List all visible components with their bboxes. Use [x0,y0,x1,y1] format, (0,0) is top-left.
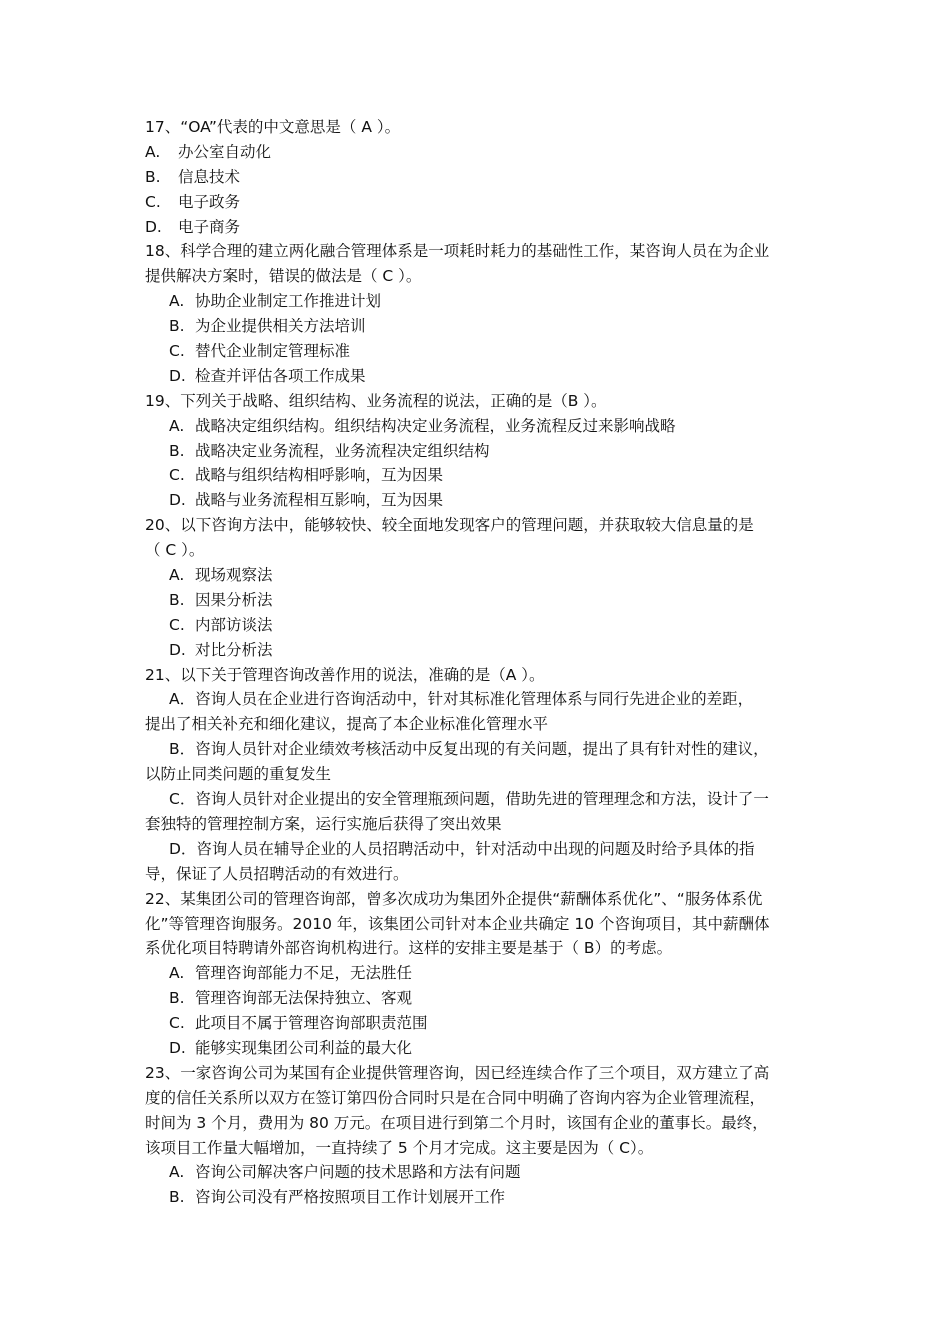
option-letter: B. [145,167,161,186]
question-stem: 19、下列关于战略、组织结构、业务流程的说法，正确的是（B ）。 [145,391,607,410]
option-letter: C. [169,615,185,634]
question-stem: 20、以下咨询方法中，能够较快、较全面地发现客户的管理问题，并获取较大信息量的是 [145,516,754,535]
option-text: 替代企业制定管理标准 [195,342,351,361]
question-stem: （ C ）。 [145,541,205,560]
option-text: 内部访谈法 [195,615,273,634]
option-text: 战略决定业务流程，业务流程决定组织结构 [195,441,490,460]
option-letter: D. [169,640,186,659]
option-d [145,1036,808,1061]
option-letter: C. [169,342,185,361]
question-stem: 该项目工作量大幅增加，一直持续了 5 个月才完成。这主要是因为（ C）。 [145,1138,654,1157]
option-text: 此项目不属于管理咨询部职责范围 [195,1014,428,1033]
option-b [145,588,808,613]
question-stem: 时间为 3 个月，费用为 80 万元。在项目进行到第二个月时，该国有企业的董事长。最终， [145,1113,768,1132]
option-letter: B. [169,317,185,336]
option-c [145,787,808,837]
option-line: B．咨询人员针对企业绩效考核活动中反复出现的有关问题，提出了具有针对性的建议， [169,740,769,759]
option-c [145,1011,808,1036]
option-b [145,986,808,1011]
option-line: 导，保证了人员招聘活动的有效进行。 [145,864,409,883]
question-stem: 22、某集团公司的管理咨询部，曾多次成功为集团外企提供“薪酬体系优化”、“服务体系优 [145,889,763,908]
option-text: 检查并评估各项工作成果 [195,366,366,385]
option-a [145,1160,808,1185]
option-text: 因果分析法 [195,590,273,609]
option-a [145,687,808,737]
option-b [145,439,808,464]
question-list [145,115,808,1210]
option-text: 为企业提供相关方法培训 [195,317,366,336]
question-stem: 提供解决方案时，错误的做法是（ C ）。 [145,267,422,286]
option-letter: A. [169,292,185,311]
option-c [145,190,808,215]
option-d [145,364,808,389]
question-17 [145,115,808,239]
option-c [145,613,808,638]
option-d [145,488,808,513]
option-letter: B. [169,989,185,1008]
option-b [145,1185,808,1210]
option-text: 战略与组织结构相呼影响，互为因果 [195,466,444,485]
question-18 [145,239,808,388]
option-a [145,140,808,165]
option-letter: C. [169,466,185,485]
question-stem: 17、“OA”代表的中文意思是（ A ）。 [145,118,401,136]
option-text: 战略与业务流程相互影响，互为因果 [195,491,444,510]
option-d [145,638,808,663]
option-letter: D. [145,217,162,236]
question-20 [145,513,808,662]
option-a [145,961,808,986]
question-22 [145,887,808,1061]
option-text: 咨询公司解决客户问题的技术思路和方法有问题 [195,1163,521,1182]
option-letter: C. [145,192,161,211]
option-letter: B. [169,590,185,609]
option-text: 现场观察法 [195,566,273,585]
option-d [145,215,808,240]
option-text: 管理咨询部无法保持独立、客观 [195,989,413,1008]
option-line: D．咨询人员在辅导企业的人员招聘活动中，针对活动中出现的问题及时给予具体的指 [169,839,755,858]
option-line: C．咨询人员针对企业提出的安全管理瓶颈问题，借助先进的管理理念和方法，设计了一 [169,790,769,809]
question-stem: 度的信任关系所以双方在签订第四份合同时只是在合同中明确了咨询内容为企业管理流程， [145,1088,766,1107]
question-19 [145,389,808,513]
option-b [145,165,808,190]
question-stem: 系优化项目特聘请外部咨询机构进行。这样的安排主要是基于（ B）的考虑。 [145,939,673,958]
option-letter: A. [169,1163,185,1182]
option-b [145,737,808,787]
option-line: A．咨询人员在企业进行咨询活动中，针对其标准化管理体系与同行先进企业的差距， [169,690,754,709]
question-stem: 化”等管理咨询服务。2010 年，该集团公司针对本企业共确定 10 个咨询项目，其中薪酬体 [145,914,770,933]
option-text: 协助企业制定工作推进计划 [195,292,382,311]
option-letter: D. [169,491,186,510]
option-line: 提出了相关补充和细化建议，提高了本企业标准化管理水平 [145,715,549,734]
option-text: 战略决定组织结构。组织结构决定业务流程，业务流程反过来影响战略 [195,416,676,435]
option-a [145,289,808,314]
option-letter: D. [169,1038,186,1057]
option-line: 以防止同类问题的重复发生 [145,765,332,784]
option-letter: C. [169,1014,185,1033]
question-stem: 23、一家咨询公司为某国有企业提供管理咨询，因已经连续合作了三个项目，双方建立了高 [145,1063,770,1082]
option-text: 管理咨询部能力不足，无法胜任 [195,964,413,983]
option-letter: B. [169,441,185,460]
option-a [145,563,808,588]
option-d [145,837,808,887]
question-stem: 21、以下关于管理咨询改善作用的说法，准确的是（A ）。 [145,665,545,684]
option-line: 套独特的管理控制方案，运行实施后获得了突出效果 [145,814,502,833]
option-letter: A. [169,566,185,585]
option-text: 咨询公司没有严格按照项目工作计划展开工作 [195,1188,506,1207]
option-text: 电子商务 [178,217,241,236]
option-letter: A. [169,964,185,983]
option-c [145,463,808,488]
option-text: 办公室自动化 [178,142,272,161]
option-letter: A. [145,142,161,161]
option-letter: A. [169,416,185,435]
option-letter: B. [169,1188,185,1207]
question-stem: 18、科学合理的建立两化融合管理体系是一项耗时耗力的基础性工作，某咨询人员在为企业 [145,242,770,261]
question-21 [145,663,808,887]
option-c [145,339,808,364]
option-b [145,314,808,339]
option-letter: D. [169,366,186,385]
option-text: 电子政务 [178,192,241,211]
option-text: 对比分析法 [195,640,273,659]
option-a [145,414,808,439]
option-text: 能够实现集团公司利益的最大化 [195,1038,413,1057]
question-23 [145,1061,808,1210]
option-text: 信息技术 [178,167,241,186]
